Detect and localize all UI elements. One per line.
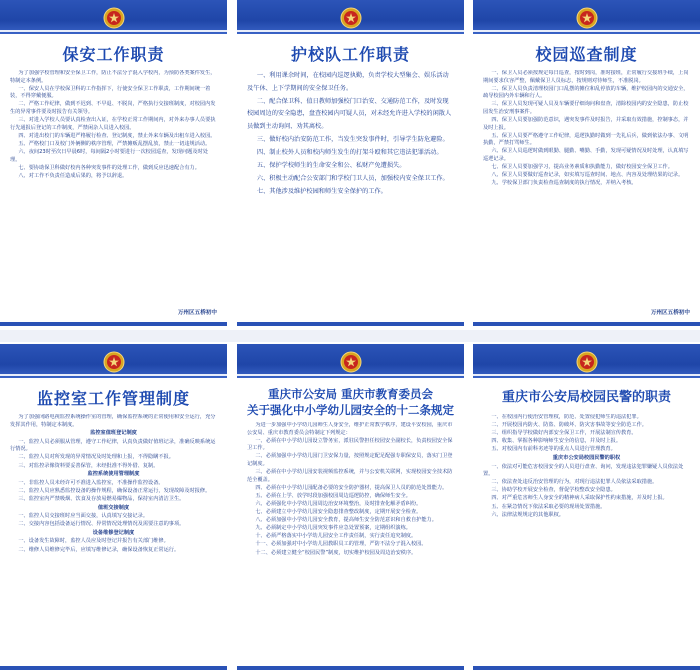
paragraph: 八、对工作不负责任造成后果的，将予以辞退。 <box>18 172 128 179</box>
paragraph: 二、监控人员对所发现的异常情况及时处理和上报，不得隐瞒不报。 <box>18 454 174 461</box>
school-signature: 万州区五桥初中 <box>177 310 217 316</box>
paragraph: 七、保卫人员要加强学习，提高业务素质和执勤能力，做好校园安全保卫工作。 <box>491 164 673 171</box>
paragraph: 三、监控室内严禁吸烟、饮食及存放易燃易爆物品，保持室内清洁卫生。 <box>18 495 185 502</box>
paragraph: 三、保卫人员发现可疑人员及车辆要仔细询问和盘查，清除校园内的安全隐患，防止校园发生治安刑事案件。 <box>483 101 689 115</box>
panel-divider <box>0 330 700 342</box>
paragraph: 五、在紧急情况下依法采取必要的现场处置措施。 <box>491 503 606 510</box>
section-heading: 值班交接制度 <box>97 504 130 511</box>
paragraph: 六、夜间23时至次日早晨6时，每间隔2小时要进行一次校园巡查，发现问题及时处理。 <box>10 148 208 163</box>
paragraph: 二、维修人员维修完毕后，应填写维修记录，确保设备恢复正常运行。 <box>18 546 180 553</box>
section-heading: 重庆市公安局校园民警的职权 <box>552 454 621 461</box>
paragraph: 三、做好校内治安防范工作，当发生突发事件时，引导学生防危避险。 <box>256 135 449 143</box>
paragraph: 四、制止校外人员和校内师生发生的打架斗殴和其它违法犯罪活动。 <box>256 149 443 157</box>
paragraph: 三、必须在中小学幼儿园安装视频监控系统，并与公安机关联网，实现校园安全技术防范全覆盖。 <box>247 469 453 483</box>
bottom-strip <box>0 666 227 670</box>
paragraph: 一、在校园内行使治安管理权，防范、处置侵犯师生的违法犯罪。 <box>491 414 642 420</box>
paragraph: 一、保安人员在学校保卫科的工作指挥下，行使安全保卫工作职责，工作期间统一着装，不得穿戴便服。 <box>10 85 211 100</box>
bottom-strip <box>473 322 700 326</box>
section-heading: 监控室值班登记制度 <box>90 430 137 437</box>
panel-title: 监控室工作管理制度 <box>36 389 190 408</box>
paragraph: 七、要协助保卫科做好校内各种突发事件的处理工作，做到反应迅速配合有力。 <box>18 164 200 171</box>
police-emblem-icon <box>576 351 598 373</box>
panel-body <box>483 70 690 304</box>
panel-title: 保安工作职责 <box>62 45 165 64</box>
paragraph: 二、监控人员应熟悉监控设备的操作规程，确保设备正常运行，发现故障及时报修。 <box>18 487 211 494</box>
panel-body <box>247 70 454 304</box>
paragraph: 一、设备发生故障时，监控人员应及时登记并报告有关部门维修。 <box>18 538 169 545</box>
paragraph: 二、开展校园内防火、防盗、防破坏、防灾害事故等安全防范工作。 <box>491 422 647 429</box>
paragraph: 三、对进入学校人员要认真检查出入证，在学校正常工作期间内，对外来办事人员要执行先通报后登记的工作制度，严禁闲杂人员进入校园。 <box>10 117 216 131</box>
panel-campus-police-duties <box>473 344 700 670</box>
paragraph: 为进一步加强中小学幼儿园师生人身安全，维护正常教学秩序，建设平安校园，重庆市公安局、重庆市教育委员会特制定下列规定： <box>247 422 453 436</box>
paragraph: 三、对监控录像资料要妥善保管，未经批准不得外借、复制。 <box>18 462 159 469</box>
paragraph: 一、保卫人员必须按规定每日巡查，按时到岗，准时接班，正常履行交接班手续，上岗期间要求仪容严整，佩戴保卫人员标志，按规则对待师生，不准脱岗。 <box>483 70 689 84</box>
police-emblem-icon <box>340 351 362 373</box>
panel-subtitle: 关于强化中小学幼儿园安全的十二条规定 <box>247 403 454 417</box>
panel-body <box>10 70 217 304</box>
paragraph: 二、必须加强中小学幼儿园门卫安保力量，按照规定配足配强专职保安员，落实门卫登记制度。 <box>247 453 453 467</box>
panel-monitoring-room-rules <box>0 344 227 670</box>
paragraph: 七、必须建立中小学幼儿园安全隐患排查整改制度，定期开展安全检查。 <box>255 509 422 516</box>
panel-security-duties <box>0 0 227 326</box>
panel-body <box>247 422 454 648</box>
paragraph: 五、必须在上学、放学时段加强校园周边巡逻防控，确保师生安全。 <box>255 492 411 499</box>
paragraph: 四、必须在中小学幼儿园配备必要的安全防护器材，提高保卫人员的防范处置能力。 <box>255 484 448 491</box>
paragraph: 十一、必须加强对中小学幼儿园教职员工的管理，严防不法分子混入校园。 <box>255 541 427 548</box>
paragraph: 四、对进出校门的车辆进严格履行检查、登记制度，禁止外来车辆及出租车进入校园。 <box>18 132 216 139</box>
panel-title: 重庆市公安局校园民警的职责 <box>501 390 671 405</box>
paragraph: 八、保卫人员要做好巡查记录，如实填写巡查时间、地点、内容及处理结果的记录。 <box>491 172 684 179</box>
paragraph: 一、非监控人员未经许可不准进入监控室，不准操作监控设备。 <box>18 479 164 486</box>
paragraph: 一、依法对可能危害校园安全的人员进行盘查、询问，发现违法犯罪嫌疑人员依法处置。 <box>483 463 684 478</box>
panel-title: 护校队工作职责 <box>290 45 410 64</box>
paragraph: 三、组织指导学校做好内部安全保卫工作，开展法制宣传教育。 <box>491 430 637 437</box>
paragraph: 六、必须强化中小学幼儿园周边治安环境整治，及时排查化解矛盾纠纷。 <box>255 500 422 507</box>
paragraph: 一、必须在中小学幼儿园设立警务室，派驻民警担任校园安全副校长，负责校园安全保卫工作。 <box>247 437 453 452</box>
paragraph: 五、严格校门口及校门外俩侧的秩序管理，严禁摊贩乱摆乱放，禁止一切违规活动。 <box>18 140 211 147</box>
panel-campus-patrol-rules <box>473 0 700 326</box>
paragraph: 六、法律法规规定的其他职权。 <box>491 511 564 518</box>
police-emblem-icon <box>103 351 125 373</box>
bottom-strip <box>237 322 464 326</box>
bottom-strip <box>237 666 464 670</box>
paragraph: 为了加强闭路电视监控系统操作室的管理，确保监控系统的正常使用和安全运行，充分发挥其作用，特制定本制度。 <box>10 414 216 428</box>
paragraph: 二、交接内容包括设备运行情况、异常情况处理情况及需要注意的事项。 <box>18 521 185 528</box>
section-heading: 设备维修登记制度 <box>92 529 135 536</box>
paragraph: 五、保卫人员要严格遵守工作纪律，巡逻执勤时做到一先礼后兵，做到依法办事、文明执勤，严禁打骂师生。 <box>483 132 689 147</box>
panel-patrol-team-duties <box>237 0 464 326</box>
paragraph: 十、必须严格落实中小学幼儿园安全工作责任制，实行责任追究制度。 <box>255 533 417 540</box>
police-emblem-icon <box>340 7 362 29</box>
panel-twelve-regulations <box>237 344 464 670</box>
paragraph: 一、监控人员交接班时应当面交接，认真填写交接记录。 <box>18 513 149 520</box>
paragraph: 二、配合保卫科、值日教师加强校门口治安、交通防范工作，及时发现校园周边的安全隐患，盘查校园内可疑人员，对未经允许进入学校的闲散人员做到主动询问、劝其离校。 <box>247 97 452 130</box>
paragraph: 十二、必须建立健全“校园民警”制度，切实维护校园及周边治安秩序。 <box>255 549 417 556</box>
paragraph: 五、对校园内有前科劣迹等的重点人员进行管理教育。 <box>491 446 616 453</box>
paragraph: 七、其他涉及维护校园和师生安全保护的工作。 <box>256 188 387 196</box>
panel-title: 校园巡查制度 <box>535 45 638 64</box>
paragraph: 一、监控人员必须服从管理，遵守工作纪律，认真负责做好值班记录，准确反映系统运行情况。 <box>10 438 216 453</box>
school-signature: 万州区五桥初中 <box>650 310 690 316</box>
paragraph: 五、保护学校师生的生命安全和公、私财产免遭损失。 <box>256 162 406 170</box>
paragraph: 二、严格工作纪律，做到不迟到、不早退、不脱岗，严格执行交接班制度，对校园内发生的异常事件要及时报告有关领导。 <box>10 101 216 115</box>
police-emblem-icon <box>576 7 598 29</box>
paragraph: 二、保卫人员负责清理校园门口乱摆的摊位和乱停放的车辆，维护校园内的交通安全，疏导校园内外车辆和行人。 <box>483 85 689 100</box>
paragraph: 四、对严重危害师生人身安全的精神病人采取保护性约束措施，并及时上报。 <box>491 495 668 502</box>
bottom-strip <box>0 322 227 326</box>
section-heading: 监控系统使用管理制度 <box>87 471 140 478</box>
paragraph: 二、依法查处违反治安管理的行为，对现行违法犯罪人员依法采取措施。 <box>491 479 658 486</box>
panel-body <box>10 414 217 648</box>
panel-body <box>483 414 690 648</box>
panel-title: 重庆市公安局 重庆市教育委员会 <box>267 387 433 401</box>
paragraph: 四、收集、掌握各种影响师生安全的信息，并及时上报。 <box>491 438 622 445</box>
paragraph: 六、积极主动配合公安部门和学校门卫人员，加强校内安全保卫工作。 <box>256 175 449 183</box>
paragraph: 六、保卫人员巡逻时做到眼勤、腿勤、嘴勤、手勤，发现可疑情况及时处理，认真填写巡逻记录。 <box>483 148 689 163</box>
paragraph: 九、学校保卫部门负责检查巡查制度的执行情况，并纳入考核。 <box>491 180 637 187</box>
paragraph: 为了加强学校管理和安全保卫工作，防止不法分子混入学校内，为预防各类案件发生，特制定本条例。 <box>10 70 216 84</box>
paragraph: 八、必须加强中小学幼儿园安全教育，提高师生安全防范意识和自救自护能力。 <box>255 517 437 524</box>
bottom-strip <box>473 666 700 670</box>
paragraph: 四、保卫人员要加强防范意识，遇突发事件及时报告，并采取有效措施，控制事态，并及时上报。 <box>483 117 689 131</box>
paragraph: 九、必须制定中小学幼儿园突发事件应急处置预案，定期组织演练。 <box>255 525 411 532</box>
paragraph: 一、利用课余时间，在校园内巡逻执勤，负责学校大型集会、娱乐活动及午休、上下学期间的安全保卫任务。 <box>247 72 449 92</box>
paragraph: 三、协助学校开展安全检查，督促学校整改安全隐患。 <box>491 487 616 494</box>
police-emblem-icon <box>103 7 125 29</box>
